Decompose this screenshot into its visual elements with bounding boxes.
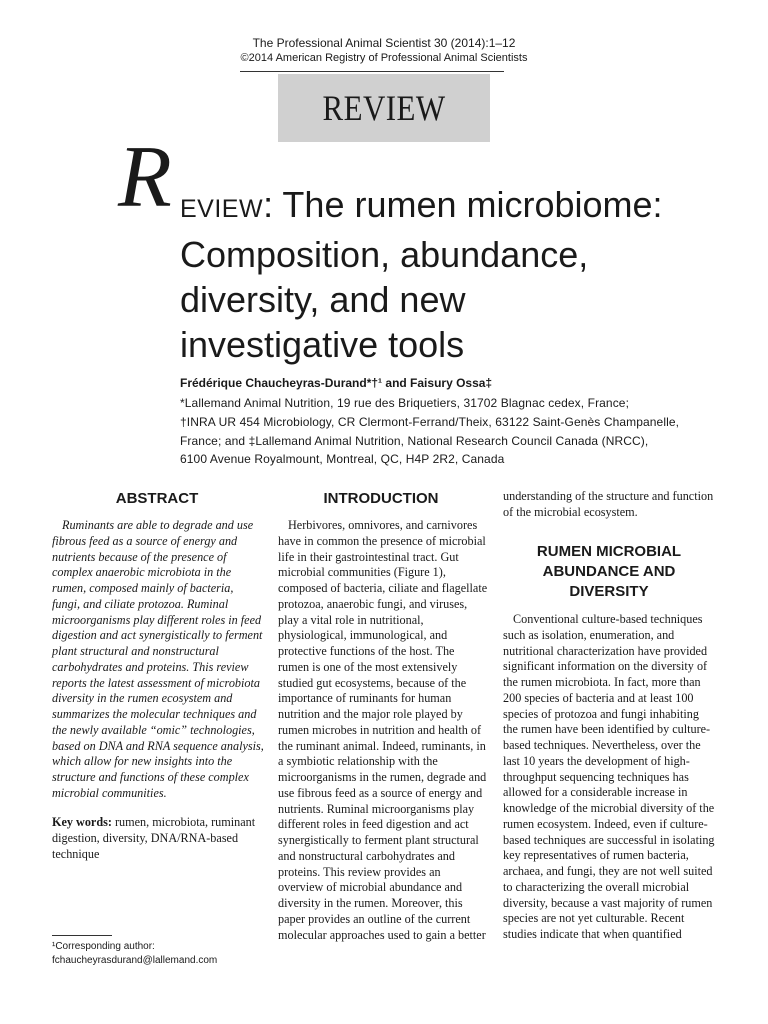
affiliation-line: 6100 Avenue Royalmount, Montreal, QC, H4P 2R2, Canada — [180, 452, 505, 466]
keywords-label: Key words: — [52, 815, 112, 829]
abstract-heading: ABSTRACT — [115, 490, 199, 507]
footnote-label: ¹Corresponding author: — [52, 941, 155, 952]
column3-continuation — [503, 489, 715, 521]
keywords — [52, 815, 264, 862]
abstract-text: Ruminants are able to degrade and use fibrous feed as a source of energy and nutrients because of the presence of complex anaerobic microbiota in the rumen, composed mainly of bacteria, fungi, and ciliate protozoa. Ruminal microorganisms play different roles in feed digestion and act synergistically to ferment plant structural and nonstructural carbohydrates and proteins. This review reports the latest assessment of microbiota diversity in the rumen ecosystem and summarizes the molecular techniques and the newly available “omic” technologies, based on DNA and RNA sequence analysis, which allow for new insights into the structure and functions of these complex microbial communities. — [52, 518, 264, 800]
footnote-rule — [52, 935, 112, 936]
copyright-notice: ©2014 American Registry of Professional Animal Scientists — [240, 52, 528, 64]
affiliation-line: †INRA UR 454 Microbiology, CR Clermont-Ferrand/Theix, 63122 Saint-Genès Champanelle, — [180, 415, 680, 429]
title-line-2: Composition, abundance, — [180, 234, 589, 275]
introduction-text: Herbivores, omnivores, and carnivores have in common the presence of microbial life in their gastrointestinal tract. Gut microbial communities (Figure 1), composed of bacteria, ciliate and flagellate protozoa, anaerobic fungi, and viruses, play a vital role in nutritional, physiological, immunological, and protective functions of the host. The rumen is one of the most extensively studied gut ecosystems, because of the importance of ruminants for human nutrition and the major role played by rumen microbes in nutrition and health of the ruminant animal. Indeed, ruminants, in a symbiotic relationship with the microorganisms in the rumen, degrade and use fibrous feed as a source of energy and nutrients. Ruminal microorganisms play different roles in feed digestion and act synergistically to ferment plant structural and nonstructural carbohydrates and proteins. This review provides an overview of microbial abundance and diversity in the rumen. Moreover, this paper provides an outline of the current molecular approaches used to gain a better — [278, 518, 488, 942]
affiliation-line: *Lallemand Animal Nutrition, 19 rue des Briquetiers, 31702 Blagnac cedex, France; — [180, 396, 630, 410]
section-label: REVIEW — [322, 88, 446, 128]
author-list: Frédérique Chaucheyras-Durand*†¹ and Faisury Ossa‡ — [180, 376, 493, 390]
introduction-body — [278, 518, 488, 943]
rumen-section-heading: RUMEN MICROBIAL ABUNDANCE AND DIVERSITY — [536, 543, 682, 600]
keywords-list: rumen, microbiota, ruminant digestion, diversity, DNA/RNA-based technique — [52, 815, 256, 861]
rumen-section-text: Conventional culture-based techniques such as isolation, enumeration, and nutritional characterization have provided significant information on the diversity of the rumen microbiota. In fact, more than 200 species of bacteria and at least 100 species of protozoa and fungi inhabiting the rumen have been identified by culture-based techniques. Nevertheless, over the last 10 years the development of high-throughput sequencing techniques has allowed for a considerable increase in knowledge of the microbial diversity of the rumen ecosystem. Indeed, even if culture-based techniques are successful in isolating key representatives of rumen bacteria, archaea, and fungi, they are not well suited to characterizing the overall microbial diversity, because a vast majority of rumen species are not yet culturable. Recent studies indicate that when quantified — [503, 612, 715, 941]
title-initial: R — [118, 129, 172, 226]
rumen-section-body — [503, 612, 715, 943]
header-rule — [240, 71, 504, 72]
journal-citation: The Professional Animal Scientist 30 (2014):1–12 — [252, 36, 516, 50]
article-title — [180, 182, 740, 367]
footnote-email[interactable]: fchaucheyrasdurand@lallemand.com — [52, 955, 218, 966]
title-line-1: : The rumen microbiome: — [263, 184, 663, 225]
title-small-caps: EVIEW — [180, 195, 264, 223]
section-label-box — [278, 74, 490, 142]
title-line-4: investigative tools — [180, 324, 465, 365]
affiliation-line: France; and ‡Lallemand Animal Nutrition, National Research Council Canada (NRCC), — [180, 434, 649, 448]
title-line-3: diversity, and new — [180, 279, 466, 320]
introduction-heading: INTRODUCTION — [323, 490, 439, 507]
footnote — [52, 940, 217, 968]
continuation-text: understanding of the structure and function of the microbial ecosystem. — [503, 489, 714, 519]
abstract-body — [52, 518, 264, 802]
